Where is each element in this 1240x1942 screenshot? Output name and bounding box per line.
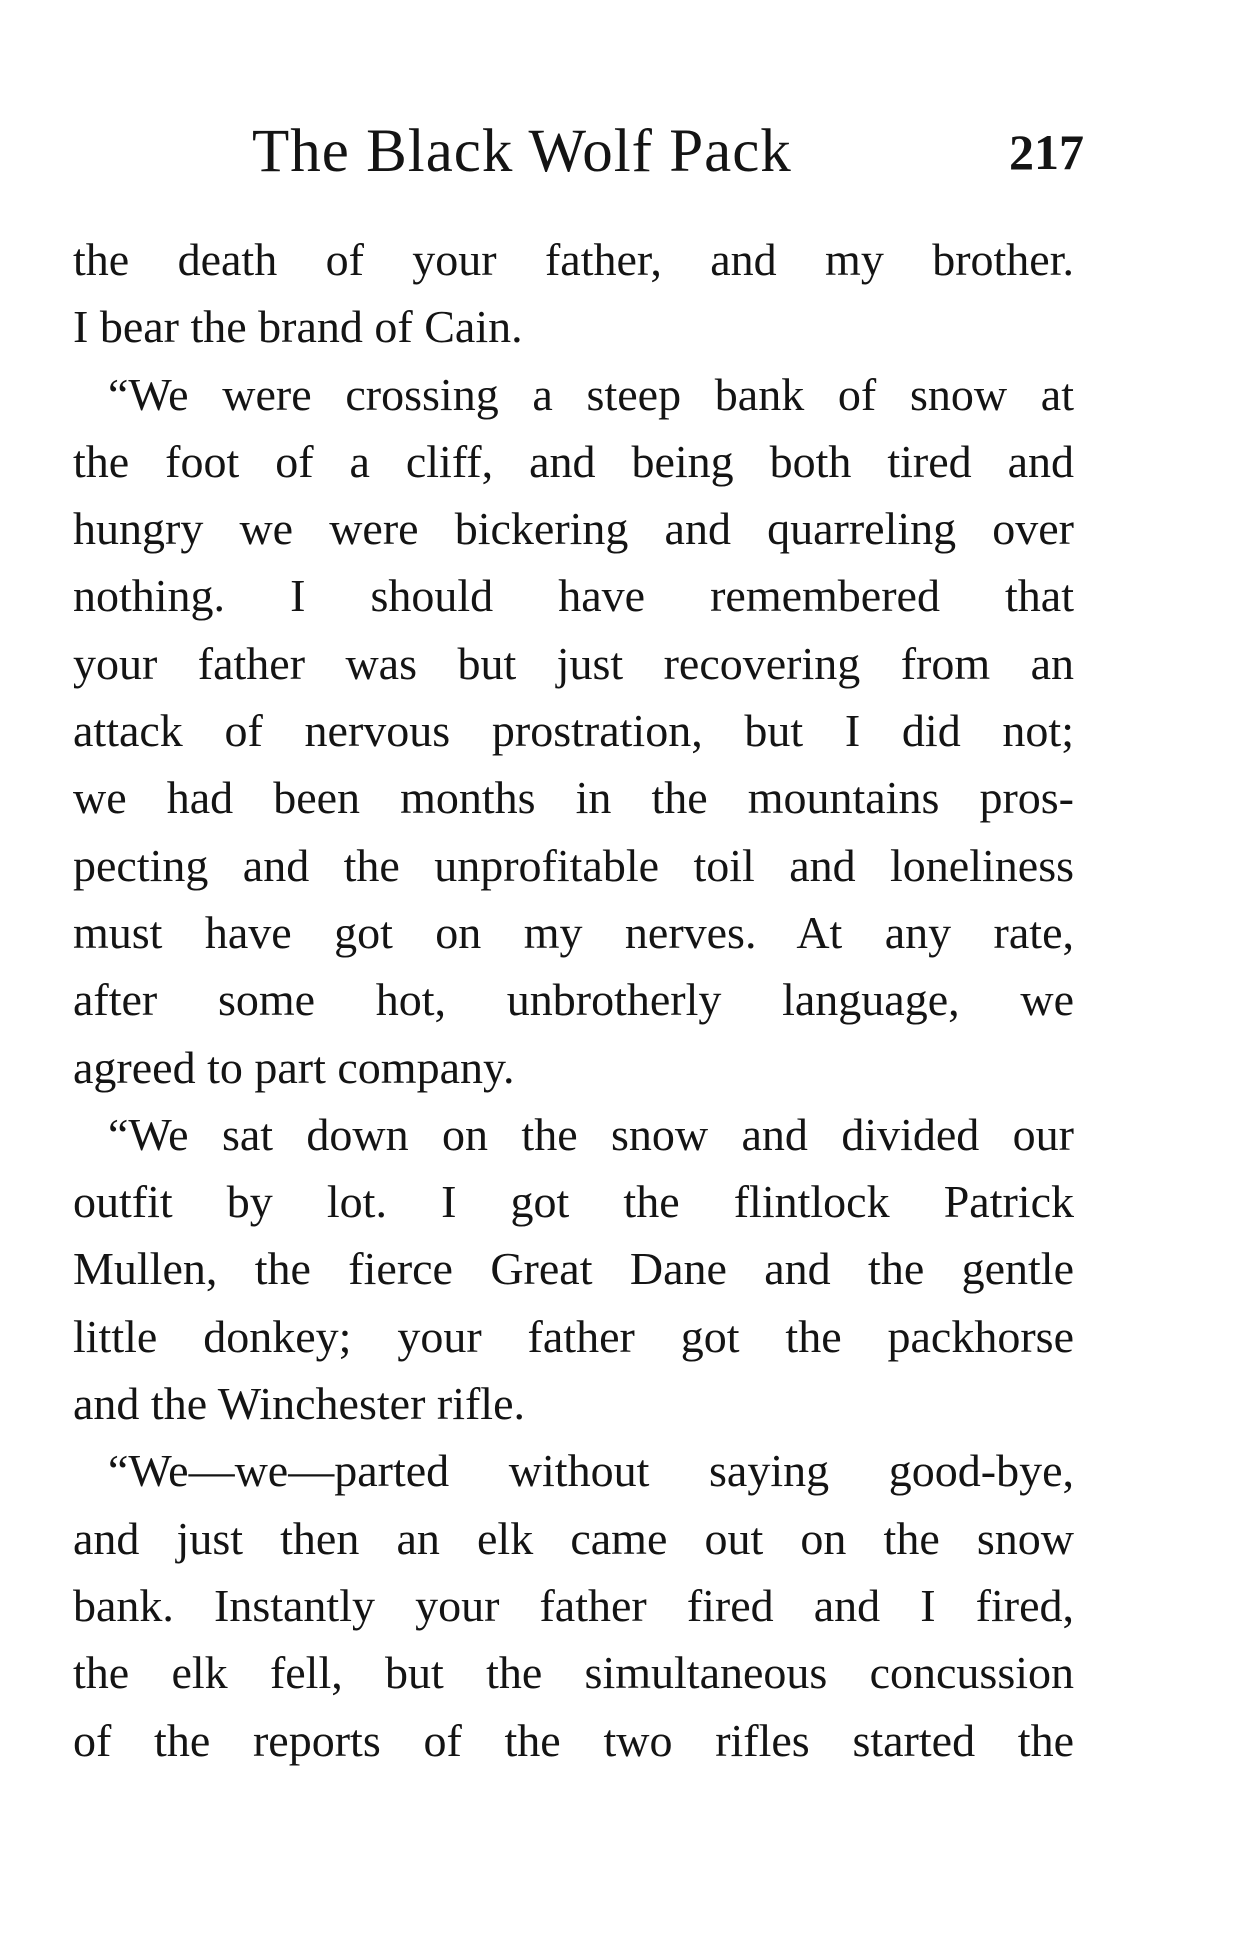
- text-line: of the reports of the two rifles started the: [73, 1714, 1074, 1766]
- text-line: agreed to part company.: [73, 1041, 515, 1093]
- page-number: 217: [1009, 124, 1084, 180]
- text-line: outfit by lot. I got the flintlock Patrick: [73, 1176, 1074, 1228]
- text-line: “We—we—parted without saying good-bye,: [108, 1445, 1074, 1497]
- text-line: Mullen, the fierce Great Dane and the gentle: [73, 1243, 1074, 1295]
- text-line: I bear the brand of Cain.: [73, 301, 523, 353]
- text-line: attack of nervous prostration, but I did not;: [73, 705, 1074, 757]
- text-line: the death of your father, and my brother.: [73, 234, 1074, 285]
- text-line: must have got on my nerves. At any rate,: [73, 906, 1074, 958]
- text-line: the foot of a cliff, and being both tired and: [73, 435, 1074, 487]
- body-text: [73, 226, 1074, 1774]
- running-head: [252, 112, 1084, 192]
- text-line: pecting and the unprofitable toil and loneliness: [73, 839, 1074, 891]
- text-line: after some hot, unbrotherly language, we: [73, 974, 1074, 1026]
- text-line: little donkey; your father got the packhorse: [73, 1310, 1074, 1362]
- running-title: The Black Wolf Pack: [252, 118, 792, 185]
- text-line: your father was but just recovering from an: [73, 637, 1074, 689]
- text-line: and just then an elk came out on the snow: [73, 1512, 1074, 1564]
- text-line: “We were crossing a steep bank of snow at: [108, 368, 1074, 420]
- text-line: bank. Instantly your father fired and I fired,: [73, 1579, 1074, 1631]
- text-line: “We sat down on the snow and divided our: [108, 1108, 1074, 1160]
- text-line: we had been months in the mountains pros-: [73, 772, 1074, 824]
- text-line: and the Winchester rifle.: [73, 1378, 526, 1430]
- text-line: the elk fell, but the simultaneous concussion: [73, 1647, 1074, 1699]
- text-line: hungry we were bickering and quarreling over: [73, 503, 1074, 555]
- text-line: nothing. I should have remembered that: [73, 570, 1074, 622]
